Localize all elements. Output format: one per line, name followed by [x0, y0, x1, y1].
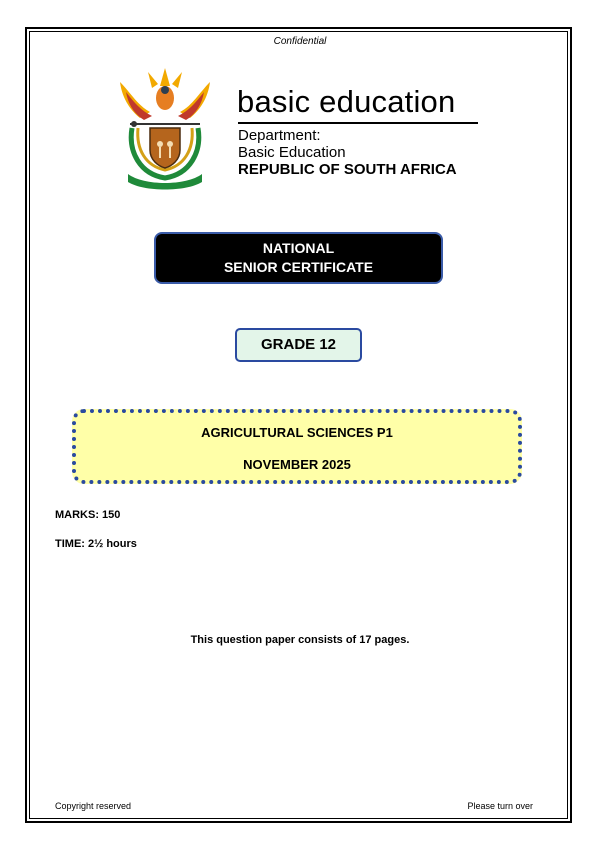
certificate-banner — [154, 232, 443, 284]
turn-over-notice: Please turn over — [467, 801, 533, 811]
certificate-line-1: NATIONAL — [262, 240, 335, 256]
marks-total: MARKS: 150 — [55, 509, 121, 521]
department-name: Basic Education — [238, 144, 346, 161]
brand-title: basic education — [237, 84, 456, 119]
grade-badge: GRADE 12 — [235, 328, 362, 362]
department-label: Department: — [238, 127, 321, 144]
country-name: REPUBLIC OF SOUTH AFRICA — [238, 161, 457, 178]
copyright-notice: Copyright reserved — [55, 801, 132, 811]
brand-underline — [238, 122, 478, 124]
subject-name: AGRICULTURAL SCIENCES P1 — [201, 425, 393, 440]
certificate-line-2: SENIOR CERTIFICATE — [223, 259, 374, 275]
page-count-note: This question paper consists of 17 pages. — [190, 634, 410, 646]
subject-panel — [72, 409, 522, 484]
time-allowed: TIME: 2½ hours — [55, 538, 137, 550]
exam-session: NOVEMBER 2025 — [243, 457, 351, 472]
coat-of-arms-icon — [110, 62, 220, 192]
confidential-label: Confidential — [273, 36, 327, 47]
